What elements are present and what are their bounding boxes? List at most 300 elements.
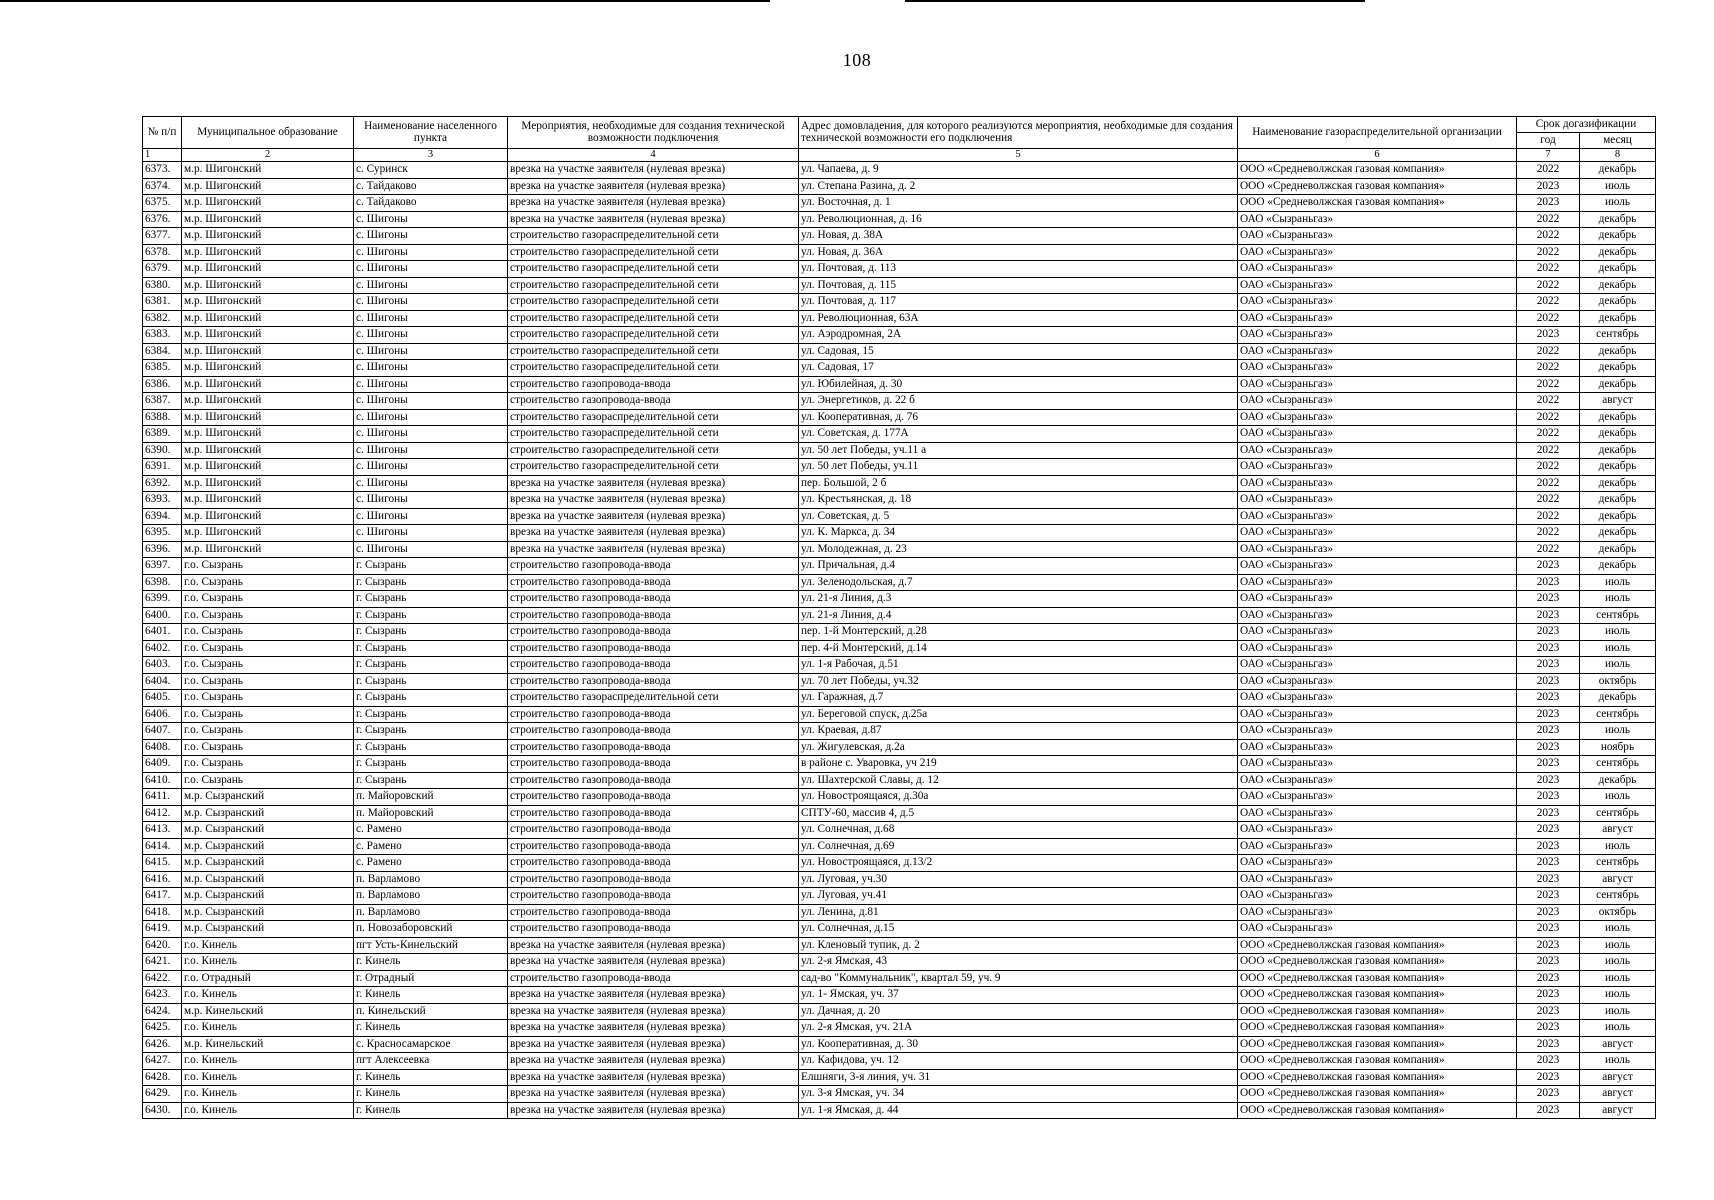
cell-num: 6393. (143, 492, 182, 509)
cell-organization: ОАО «Сызраньгаз» (1238, 772, 1517, 789)
cell-municipality: м.р. Шигонский (182, 310, 354, 327)
cell-organization: ОАО «Сызраньгаз» (1238, 492, 1517, 509)
cell-municipality: г.о. Сызрань (182, 690, 354, 707)
cell-organization: ОАО «Сызраньгаз» (1238, 706, 1517, 723)
cell-settlement: с. Тайдаково (354, 195, 508, 212)
cell-year: 2022 (1517, 442, 1580, 459)
table-row (143, 987, 1656, 1004)
cell-month: июль (1580, 624, 1656, 641)
cell-year: 2022 (1517, 393, 1580, 410)
table-row (143, 1020, 1656, 1037)
cell-num: 6424. (143, 1003, 182, 1020)
cell-address: ул. Солнечная, д.69 (799, 838, 1238, 855)
table-row (143, 409, 1656, 426)
cell-num: 6388. (143, 409, 182, 426)
table-row (143, 723, 1656, 740)
cell-organization: ОАО «Сызраньгаз» (1238, 607, 1517, 624)
cell-settlement: с. Шигоны (354, 393, 508, 410)
cell-settlement: г. Сызрань (354, 624, 508, 641)
cell-measures: строительство газопровода-ввода (508, 624, 799, 641)
cell-organization: ООО «Средневолжская газовая компания» (1238, 987, 1517, 1004)
cell-num: 6391. (143, 459, 182, 476)
cell-address: ул. Чапаева, д. 9 (799, 162, 1238, 179)
table-row (143, 624, 1656, 641)
cell-settlement: с. Шигоны (354, 327, 508, 344)
cell-organization: ОАО «Сызраньгаз» (1238, 591, 1517, 608)
cell-address: ул. Дачная, д. 20 (799, 1003, 1238, 1020)
cell-organization: ОАО «Сызраньгаз» (1238, 376, 1517, 393)
table-row (143, 376, 1656, 393)
cell-num: 6383. (143, 327, 182, 344)
cell-organization: ОАО «Сызраньгаз» (1238, 739, 1517, 756)
cell-year: 2023 (1517, 871, 1580, 888)
cell-year: 2022 (1517, 459, 1580, 476)
cell-address: ул. 1-я Рабочая, д.51 (799, 657, 1238, 674)
cell-month: сентябрь (1580, 855, 1656, 872)
cell-month: июль (1580, 789, 1656, 806)
cell-municipality: м.р. Шигонский (182, 426, 354, 443)
cell-settlement: г. Кинель (354, 954, 508, 971)
cell-settlement: с. Шигоны (354, 525, 508, 542)
cell-measures: строительство газораспределительной сети (508, 690, 799, 707)
cell-municipality: м.р. Шигонский (182, 343, 354, 360)
column-number: 4 (508, 149, 799, 162)
cell-organization: ОАО «Сызраньгаз» (1238, 261, 1517, 278)
cell-year: 2022 (1517, 261, 1580, 278)
table-row (143, 1069, 1656, 1086)
cell-num: 6396. (143, 541, 182, 558)
table-row (143, 525, 1656, 542)
cell-measures: врезка на участке заявителя (нулевая врезка) (508, 954, 799, 971)
table-row (143, 954, 1656, 971)
cell-num: 6400. (143, 607, 182, 624)
cell-month: декабрь (1580, 277, 1656, 294)
cell-organization: ОАО «Сызраньгаз» (1238, 343, 1517, 360)
cell-municipality: м.р. Сызранский (182, 822, 354, 839)
cell-municipality: м.р. Шигонский (182, 459, 354, 476)
gasification-table (142, 116, 1656, 1119)
table-row (143, 393, 1656, 410)
cell-month: июль (1580, 970, 1656, 987)
cell-num: 6403. (143, 657, 182, 674)
cell-municipality: г.о. Кинель (182, 954, 354, 971)
cell-organization: ОАО «Сызраньгаз» (1238, 673, 1517, 690)
cell-settlement: с. Красносамарское (354, 1036, 508, 1053)
cell-settlement: с. Шигоны (354, 442, 508, 459)
cell-measures: врезка на участке заявителя (нулевая врезка) (508, 1086, 799, 1103)
cell-measures: строительство газопровода-ввода (508, 756, 799, 773)
cell-organization: ОАО «Сызраньгаз» (1238, 508, 1517, 525)
cell-settlement: г. Сызрань (354, 607, 508, 624)
cell-address: ул. Новостроящаяся, д.30а (799, 789, 1238, 806)
cell-measures: строительство газопровода-ввода (508, 888, 799, 905)
table-row (143, 772, 1656, 789)
table-row (143, 1053, 1656, 1070)
table-row (143, 343, 1656, 360)
cell-settlement: с. Шигоны (354, 541, 508, 558)
cell-organization: ОАО «Сызраньгаз» (1238, 409, 1517, 426)
cell-municipality: г.о. Сызрань (182, 558, 354, 575)
cell-municipality: м.р. Шигонский (182, 541, 354, 558)
cell-organization: ОАО «Сызраньгаз» (1238, 822, 1517, 839)
cell-organization: ОАО «Сызраньгаз» (1238, 277, 1517, 294)
cell-year: 2022 (1517, 228, 1580, 245)
cell-measures: строительство газопровода-ввода (508, 723, 799, 740)
table-row (143, 739, 1656, 756)
header-settlement: Наименование населенного пункта (354, 117, 508, 149)
cell-month: декабрь (1580, 294, 1656, 311)
cell-municipality: г.о. Отрадный (182, 970, 354, 987)
cell-measures: строительство газораспределительной сети (508, 426, 799, 443)
cell-num: 6411. (143, 789, 182, 806)
cell-year: 2023 (1517, 1036, 1580, 1053)
cell-measures: строительство газопровода-ввода (508, 904, 799, 921)
cell-measures: строительство газопровода-ввода (508, 789, 799, 806)
cell-municipality: г.о. Кинель (182, 987, 354, 1004)
cell-num: 6409. (143, 756, 182, 773)
table-row (143, 310, 1656, 327)
cell-month: август (1580, 1069, 1656, 1086)
cell-num: 6420. (143, 937, 182, 954)
cell-address: ул. Шахтерской Славы, д. 12 (799, 772, 1238, 789)
cell-num: 6408. (143, 739, 182, 756)
cell-num: 6416. (143, 871, 182, 888)
table-row (143, 822, 1656, 839)
cell-measures: строительство газопровода-ввода (508, 871, 799, 888)
cell-month: декабрь (1580, 162, 1656, 179)
cell-address: ул. 21-я Линия, д.3 (799, 591, 1238, 608)
cell-address: ул. Новостроящаяся, д.13/2 (799, 855, 1238, 872)
cell-settlement: г. Отрадный (354, 970, 508, 987)
cell-organization: ОАО «Сызраньгаз» (1238, 904, 1517, 921)
cell-organization: ОАО «Сызраньгаз» (1238, 921, 1517, 938)
cell-month: декабрь (1580, 310, 1656, 327)
cell-address: ул. Кооперативная, д. 76 (799, 409, 1238, 426)
cell-num: 6421. (143, 954, 182, 971)
cell-num: 6394. (143, 508, 182, 525)
cell-month: декабрь (1580, 426, 1656, 443)
cell-num: 6423. (143, 987, 182, 1004)
cell-num: 6419. (143, 921, 182, 938)
table-row (143, 277, 1656, 294)
cell-organization: ОАО «Сызраньгаз» (1238, 211, 1517, 228)
cell-month: декабрь (1580, 492, 1656, 509)
table-row (143, 459, 1656, 476)
cell-settlement: г. Сызрань (354, 574, 508, 591)
table-row (143, 970, 1656, 987)
cell-municipality: г.о. Кинель (182, 1086, 354, 1103)
cell-year: 2023 (1517, 195, 1580, 212)
cell-measures: строительство газораспределительной сети (508, 360, 799, 377)
cell-organization: ОАО «Сызраньгаз» (1238, 756, 1517, 773)
cell-settlement: п. Майоровский (354, 789, 508, 806)
cell-num: 6422. (143, 970, 182, 987)
cell-month: август (1580, 822, 1656, 839)
cell-year: 2023 (1517, 772, 1580, 789)
cell-address: ул. 3-я Ямская, уч. 34 (799, 1086, 1238, 1103)
cell-year: 2023 (1517, 591, 1580, 608)
cell-measures: врезка на участке заявителя (нулевая врезка) (508, 492, 799, 509)
cell-address: в районе с. Уваровка, уч 219 (799, 756, 1238, 773)
cell-settlement: г. Сызрань (354, 756, 508, 773)
cell-organization: ОАО «Сызраньгаз» (1238, 574, 1517, 591)
cell-organization: ООО «Средневолжская газовая компания» (1238, 1102, 1517, 1119)
table-row (143, 706, 1656, 723)
cell-measures: врезка на участке заявителя (нулевая врезка) (508, 1053, 799, 1070)
cell-settlement: с. Шигоны (354, 459, 508, 476)
cell-num: 6390. (143, 442, 182, 459)
cell-measures: строительство газопровода-ввода (508, 822, 799, 839)
cell-month: июль (1580, 657, 1656, 674)
cell-municipality: м.р. Шигонский (182, 442, 354, 459)
cell-organization: ООО «Средневолжская газовая компания» (1238, 1069, 1517, 1086)
cell-organization: ОАО «Сызраньгаз» (1238, 442, 1517, 459)
cell-settlement: г. Кинель (354, 1020, 508, 1037)
cell-measures: строительство газораспределительной сети (508, 228, 799, 245)
cell-measures: врезка на участке заявителя (нулевая врезка) (508, 987, 799, 1004)
cell-measures: врезка на участке заявителя (нулевая врезка) (508, 508, 799, 525)
cell-settlement: г. Кинель (354, 1069, 508, 1086)
cell-settlement: п. Майоровский (354, 805, 508, 822)
cell-num: 6374. (143, 178, 182, 195)
cell-measures: строительство газопровода-ввода (508, 706, 799, 723)
cell-year: 2023 (1517, 706, 1580, 723)
cell-settlement: с. Шигоны (354, 228, 508, 245)
table-row (143, 508, 1656, 525)
cell-address: ул. Крестьянская, д. 18 (799, 492, 1238, 509)
column-number: 8 (1580, 149, 1656, 162)
cell-organization: ОАО «Сызраньгаз» (1238, 558, 1517, 575)
cell-municipality: м.р. Сызранский (182, 789, 354, 806)
table-row (143, 492, 1656, 509)
cell-year: 2023 (1517, 904, 1580, 921)
cell-measures: строительство газопровода-ввода (508, 640, 799, 657)
cell-address: ул. 2-я Ямская, уч. 21А (799, 1020, 1238, 1037)
cell-organization: ООО «Средневолжская газовая компания» (1238, 195, 1517, 212)
cell-year: 2022 (1517, 211, 1580, 228)
cell-num: 6381. (143, 294, 182, 311)
cell-year: 2022 (1517, 310, 1580, 327)
table-row (143, 1102, 1656, 1119)
cell-month: июль (1580, 1003, 1656, 1020)
cell-year: 2022 (1517, 508, 1580, 525)
table-row (143, 607, 1656, 624)
table-row (143, 838, 1656, 855)
cell-address: пер. Большой, 2 б (799, 475, 1238, 492)
cell-settlement: с. Шигоны (354, 244, 508, 261)
cell-settlement: с. Шигоны (354, 475, 508, 492)
cell-organization: ОАО «Сызраньгаз» (1238, 459, 1517, 476)
cell-address: ул. 70 лет Победы, уч.32 (799, 673, 1238, 690)
table-row (143, 1086, 1656, 1103)
cell-settlement: с. Шигоны (354, 261, 508, 278)
table-row (143, 1003, 1656, 1020)
cell-settlement: п. Варламово (354, 904, 508, 921)
cell-municipality: м.р. Шигонский (182, 228, 354, 245)
cell-month: август (1580, 871, 1656, 888)
cell-organization: ОАО «Сызраньгаз» (1238, 541, 1517, 558)
cell-month: декабрь (1580, 541, 1656, 558)
cell-organization: ООО «Средневолжская газовая компания» (1238, 970, 1517, 987)
cell-address: ул. Причальная, д.4 (799, 558, 1238, 575)
cell-settlement: г. Сызрань (354, 690, 508, 707)
cell-municipality: г.о. Сызрань (182, 624, 354, 641)
cell-num: 6401. (143, 624, 182, 641)
top-rule-left (0, 0, 770, 2)
header-term: Срок догазификации (1517, 117, 1656, 133)
cell-measures: врезка на участке заявителя (нулевая врезка) (508, 1069, 799, 1086)
cell-year: 2023 (1517, 574, 1580, 591)
cell-municipality: г.о. Сызрань (182, 657, 354, 674)
table-row (143, 690, 1656, 707)
cell-settlement: г. Сызрань (354, 723, 508, 740)
table-row (143, 805, 1656, 822)
cell-municipality: м.р. Сызранский (182, 838, 354, 855)
table-row (143, 244, 1656, 261)
cell-address: ул. Молодежная, д. 23 (799, 541, 1238, 558)
cell-organization: ОАО «Сызраньгаз» (1238, 360, 1517, 377)
cell-measures: строительство газораспределительной сети (508, 244, 799, 261)
cell-measures: строительство газопровода-ввода (508, 921, 799, 938)
cell-organization: ООО «Средневолжская газовая компания» (1238, 162, 1517, 179)
cell-num: 6410. (143, 772, 182, 789)
cell-year: 2023 (1517, 640, 1580, 657)
cell-month: декабрь (1580, 360, 1656, 377)
table-row (143, 162, 1656, 179)
cell-month: сентябрь (1580, 327, 1656, 344)
cell-num: 6375. (143, 195, 182, 212)
cell-address: ул. 50 лет Победы, уч.11 а (799, 442, 1238, 459)
cell-month: ноябрь (1580, 739, 1656, 756)
table-row (143, 360, 1656, 377)
cell-measures: врезка на участке заявителя (нулевая врезка) (508, 195, 799, 212)
cell-settlement: п. Варламово (354, 888, 508, 905)
cell-settlement: г. Кинель (354, 987, 508, 1004)
cell-settlement: с. Шигоны (354, 360, 508, 377)
cell-municipality: г.о. Сызрань (182, 607, 354, 624)
cell-municipality: м.р. Сызранский (182, 904, 354, 921)
cell-num: 6389. (143, 426, 182, 443)
cell-address: ул. Зеленодольская, д.7 (799, 574, 1238, 591)
cell-measures: строительство газопровода-ввода (508, 558, 799, 575)
cell-year: 2023 (1517, 937, 1580, 954)
cell-measures: строительство газопровода-ввода (508, 772, 799, 789)
cell-month: декабрь (1580, 211, 1656, 228)
cell-month: июль (1580, 723, 1656, 740)
cell-address: ул. 1-я Ямская, д. 44 (799, 1102, 1238, 1119)
cell-municipality: г.о. Кинель (182, 1020, 354, 1037)
cell-measures: строительство газораспределительной сети (508, 459, 799, 476)
cell-municipality: м.р. Сызранский (182, 888, 354, 905)
cell-year: 2023 (1517, 1102, 1580, 1119)
cell-address: пер. 4-й Монтерский, д.14 (799, 640, 1238, 657)
cell-organization: ОАО «Сызраньгаз» (1238, 426, 1517, 443)
cell-organization: ООО «Средневолжская газовая компания» (1238, 1036, 1517, 1053)
cell-settlement: с. Рамено (354, 838, 508, 855)
column-number: 1 (143, 149, 182, 162)
table-row (143, 327, 1656, 344)
cell-year: 2023 (1517, 822, 1580, 839)
cell-num: 6386. (143, 376, 182, 393)
cell-address: СПТУ-60, массив 4, д.5 (799, 805, 1238, 822)
cell-organization: ООО «Средневолжская газовая компания» (1238, 1020, 1517, 1037)
cell-month: август (1580, 1036, 1656, 1053)
cell-settlement: пгт Усть-Кинельский (354, 937, 508, 954)
cell-month: август (1580, 1102, 1656, 1119)
header-municipality: Муниципальное образование (182, 117, 354, 149)
cell-organization: ОАО «Сызраньгаз» (1238, 640, 1517, 657)
table-row (143, 871, 1656, 888)
cell-measures: врезка на участке заявителя (нулевая врезка) (508, 525, 799, 542)
cell-municipality: г.о. Сызрань (182, 706, 354, 723)
cell-year: 2023 (1517, 1003, 1580, 1020)
table-row (143, 228, 1656, 245)
cell-month: август (1580, 393, 1656, 410)
column-number: 3 (354, 149, 508, 162)
table-row (143, 888, 1656, 905)
cell-num: 6384. (143, 343, 182, 360)
header-organization: Наименование газораспределительной организации (1238, 117, 1517, 149)
cell-settlement: с. Шигоны (354, 211, 508, 228)
cell-measures: строительство газопровода-ввода (508, 970, 799, 987)
cell-year: 2023 (1517, 558, 1580, 575)
cell-year: 2022 (1517, 426, 1580, 443)
cell-settlement: с. Шигоны (354, 426, 508, 443)
cell-municipality: м.р. Шигонский (182, 492, 354, 509)
cell-address: ул. Солнечная, д.68 (799, 822, 1238, 839)
cell-month: декабрь (1580, 475, 1656, 492)
cell-year: 2023 (1517, 1069, 1580, 1086)
cell-month: декабрь (1580, 558, 1656, 575)
cell-address: ул. 2-я Ямская, 43 (799, 954, 1238, 971)
cell-organization: ОАО «Сызраньгаз» (1238, 327, 1517, 344)
cell-organization: ОАО «Сызраньгаз» (1238, 871, 1517, 888)
page-number: 108 (842, 50, 872, 70)
cell-measures: строительство газораспределительной сети (508, 442, 799, 459)
cell-num: 6380. (143, 277, 182, 294)
cell-municipality: м.р. Сызранский (182, 805, 354, 822)
cell-measures: врезка на участке заявителя (нулевая врезка) (508, 1102, 799, 1119)
cell-num: 6407. (143, 723, 182, 740)
cell-num: 6415. (143, 855, 182, 872)
cell-year: 2022 (1517, 475, 1580, 492)
cell-municipality: г.о. Кинель (182, 1102, 354, 1119)
cell-num: 6412. (143, 805, 182, 822)
cell-month: июль (1580, 1020, 1656, 1037)
cell-year: 2023 (1517, 690, 1580, 707)
cell-month: июль (1580, 937, 1656, 954)
column-number: 6 (1238, 149, 1517, 162)
cell-year: 2023 (1517, 855, 1580, 872)
cell-year: 2022 (1517, 343, 1580, 360)
cell-municipality: м.р. Шигонский (182, 277, 354, 294)
cell-organization: ООО «Средневолжская газовая компания» (1238, 1086, 1517, 1103)
cell-num: 6385. (143, 360, 182, 377)
cell-municipality: м.р. Шигонский (182, 211, 354, 228)
cell-month: сентябрь (1580, 756, 1656, 773)
cell-num: 6430. (143, 1102, 182, 1119)
cell-address: ул. Ленина, д.81 (799, 904, 1238, 921)
cell-municipality: г.о. Кинель (182, 937, 354, 954)
cell-measures: строительство газопровода-ввода (508, 607, 799, 624)
cell-address: ул. Кленовый тупик, д. 2 (799, 937, 1238, 954)
header-year: год (1517, 133, 1580, 149)
table-body (143, 162, 1656, 1119)
cell-month: июль (1580, 178, 1656, 195)
cell-year: 2023 (1517, 673, 1580, 690)
cell-measures: строительство газораспределительной сети (508, 327, 799, 344)
cell-month: декабрь (1580, 772, 1656, 789)
